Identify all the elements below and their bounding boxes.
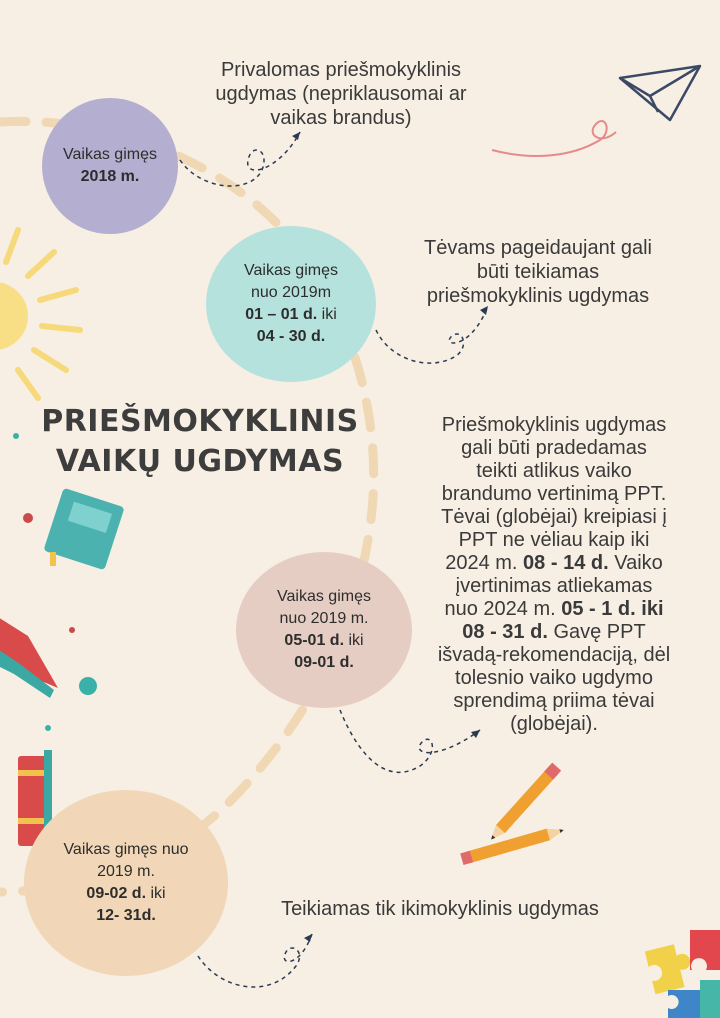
circle-range xyxy=(284,630,363,652)
circle-2018 xyxy=(42,98,178,234)
circle-iki: iki xyxy=(146,885,166,902)
text-line: (globėjai). xyxy=(510,713,598,735)
text-part: Gavę PPT xyxy=(547,621,646,643)
text-line: vaikas brandus) xyxy=(270,107,412,129)
text-line xyxy=(404,552,704,575)
text-line: tolesnio vaiko ugdymo xyxy=(455,667,653,689)
text-date: 05 - 1 d. iki xyxy=(561,598,664,620)
pencil-icon xyxy=(460,824,565,865)
circle-label: Vaikas gimęs nuo xyxy=(63,841,189,858)
page-title xyxy=(0,402,400,482)
text-line: Priešmokyklinis ugdymas xyxy=(441,414,667,436)
circle-range xyxy=(245,304,337,326)
circle-2019-may-sep xyxy=(236,552,412,708)
circle-date-start: 09-02 d. xyxy=(86,885,147,902)
text-date: 08 - 14 d. xyxy=(523,552,609,574)
text-kindergarten-only: Teikiamas tik ikimokyklinis ugdymas xyxy=(281,898,599,920)
text-date: 08 - 31 d. xyxy=(462,621,548,643)
text-line: Tėvai (globėjai) kreipiasi į xyxy=(441,506,667,528)
text-line: teikti atlikus vaiko xyxy=(476,460,632,482)
circle-label: Vaikas gimęs xyxy=(244,262,338,279)
text-line: išvadą-rekomendaciją, dėl xyxy=(437,644,671,666)
text-line: būti teikiamas xyxy=(476,261,600,283)
text-line: Tėvams pageidaujant gali xyxy=(424,237,652,259)
circle-date: 2018 m. xyxy=(80,168,140,185)
circle-range xyxy=(86,883,165,905)
circle-label: Vaikas gimęs xyxy=(63,146,157,163)
text-line: PPT ne vėliau kaip iki xyxy=(458,529,650,551)
title-line-1: PRIEŠMOKYKLINIS xyxy=(41,404,359,439)
puzzle-icon xyxy=(645,930,720,1018)
circle-iki: iki xyxy=(317,306,337,323)
text-line: įvertinimas atliekamas xyxy=(455,575,653,597)
text-optional xyxy=(398,236,678,308)
text-line xyxy=(404,598,704,621)
circle-2019-jan-apr xyxy=(206,226,376,382)
arrow-1 xyxy=(180,132,300,186)
paper-plane-icon xyxy=(620,66,700,120)
text-line: gali būti pradedamas xyxy=(461,437,647,459)
title-line-2: VAIKŲ UGDYMAS xyxy=(55,444,345,479)
circle-date-start: 05-01 d. xyxy=(284,632,345,649)
text-line: priešmokyklinis ugdymas xyxy=(426,285,650,307)
text-part: 2024 m. xyxy=(445,552,524,574)
text-mandatory xyxy=(196,58,486,130)
book-icon xyxy=(43,488,124,571)
sun-icon xyxy=(0,230,80,398)
circle-year: nuo 2019 m. xyxy=(279,610,369,627)
text-line: brandumo vertinimą PPT. xyxy=(441,483,667,505)
book-icon xyxy=(0,612,58,698)
arrow-4 xyxy=(198,934,312,987)
text-line: sprendimą priima tėvai xyxy=(453,690,655,712)
circle-date-end: 12- 31d. xyxy=(96,907,156,924)
text-assessment xyxy=(404,414,704,736)
circle-date-start: 01 – 01 d. xyxy=(245,306,318,323)
text-part: Vaiko xyxy=(608,552,663,574)
circle-year: 2019 m. xyxy=(97,863,155,880)
circle-date-end: 09-01 d. xyxy=(294,654,354,671)
circle-date-end: 04 - 30 d. xyxy=(256,328,326,345)
text-line xyxy=(404,621,704,644)
plane-trail xyxy=(492,121,616,156)
circle-year: nuo 2019m xyxy=(250,284,332,301)
text-line: ugdymas (nepriklausomai ar xyxy=(215,83,467,105)
arrow-2 xyxy=(376,306,488,363)
text-line: Privalomas priešmokyklinis xyxy=(220,59,462,81)
text-part: nuo 2024 m. xyxy=(444,598,562,620)
circle-2019-sep-dec xyxy=(24,790,228,976)
circle-label: Vaikas gimęs xyxy=(277,588,371,605)
circle-iki: iki xyxy=(344,632,364,649)
